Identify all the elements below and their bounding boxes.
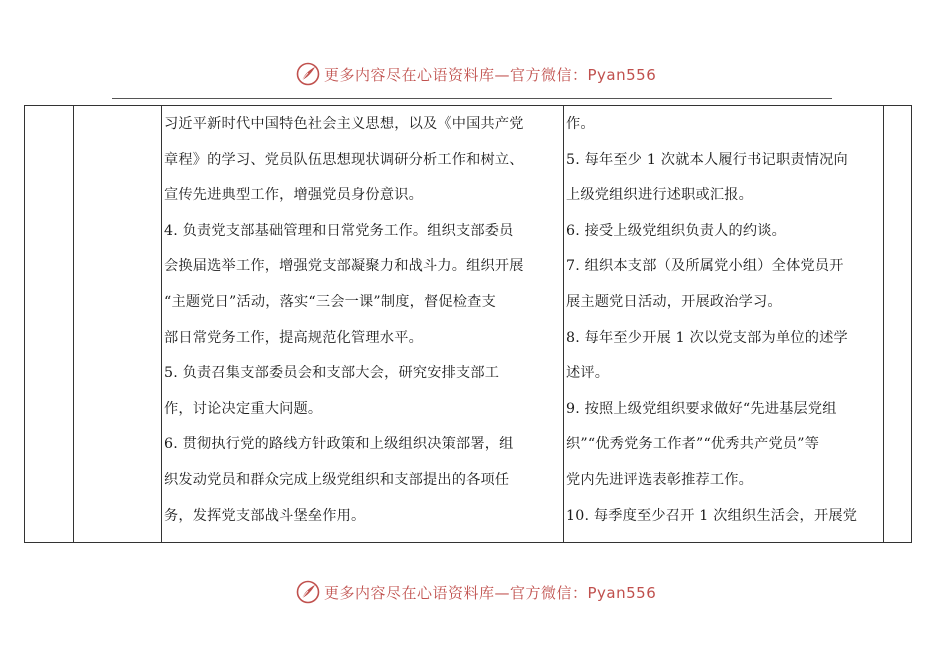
text-line: 述评。 [566,365,610,382]
text-line: “主题党日”活动，落实“三会一课”制度，督促检查支 [164,293,496,310]
text-line: 展主题党日活动，开展政治学习。 [566,293,782,310]
text-line: 章程》的学习、党员队伍思想现状调研分析工作和树立、 [164,151,524,168]
tasks-cell [564,106,884,543]
watermark-text: 更多内容尽在心语资料库—官方微信：Pyan556 [324,583,657,602]
text-line: 务，发挥党支部战斗堡垒作用。 [164,507,366,524]
text-line: 5. 每年至少 1 次就本人履行书记职责情况向 [566,151,848,168]
text-line: 作。 [566,116,595,132]
text-line: 6. 贯彻执行党的路线方针政策和上级组织决策部署，组 [164,436,514,453]
text-line: 作，讨论决定重大问题。 [164,400,323,417]
text-line: 上级党组织进行述职或汇报。 [566,187,754,204]
text-line: 织发动党员和群众完成上级党组织和支部提出的各项任 [164,471,510,488]
header-rule [112,98,832,99]
text-line: 4. 负责党支部基础管理和日常党务工作。组织支部委员 [164,222,514,239]
text-line: 会换届选举工作，增强党支部凝聚力和战斗力。组织开展 [164,258,524,275]
title-cell [74,106,162,543]
duty-table [24,105,912,543]
footer-watermark [296,578,656,606]
text-line: 习近平新时代中国特色社会主义思想，以及《中国共产党 [164,116,524,132]
text-line: 5. 负责召集支部委员会和支部大会，研究安排支部工 [164,365,500,382]
quill-logo-icon [296,62,320,86]
text-line: 部日常党务工作，提高规范化管理水平。 [164,329,423,346]
text-line: 10. 每季度至少召开 1 次组织生活会，开展党 [566,507,858,524]
text-line: 8. 每年至少开展 1 次以党支部为单位的述学 [566,329,848,346]
remarks-cell [884,106,912,543]
duties-text [162,106,563,542]
text-line: 9. 按照上级党组织要求做好“先进基层党组 [566,400,837,417]
table-row [25,106,912,543]
text-line: 织”“优秀党务工作者”“优秀共产党员”等 [566,436,820,453]
text-line: 宣传先进典型工作，增强党员身份意识。 [164,187,423,204]
index-cell [25,106,74,543]
text-line: 7. 组织本支部（及所属党小组）全体党员开 [566,258,844,275]
quill-logo-icon [296,580,320,604]
text-line: 党内先进评选表彰推荐工作。 [566,471,754,488]
watermark-text: 更多内容尽在心语资料库—官方微信：Pyan556 [324,65,657,84]
tasks-text [564,106,883,542]
duties-cell [162,106,564,543]
text-line: 6. 接受上级党组织负责人的约谈。 [566,222,787,239]
header-watermark [296,60,656,88]
